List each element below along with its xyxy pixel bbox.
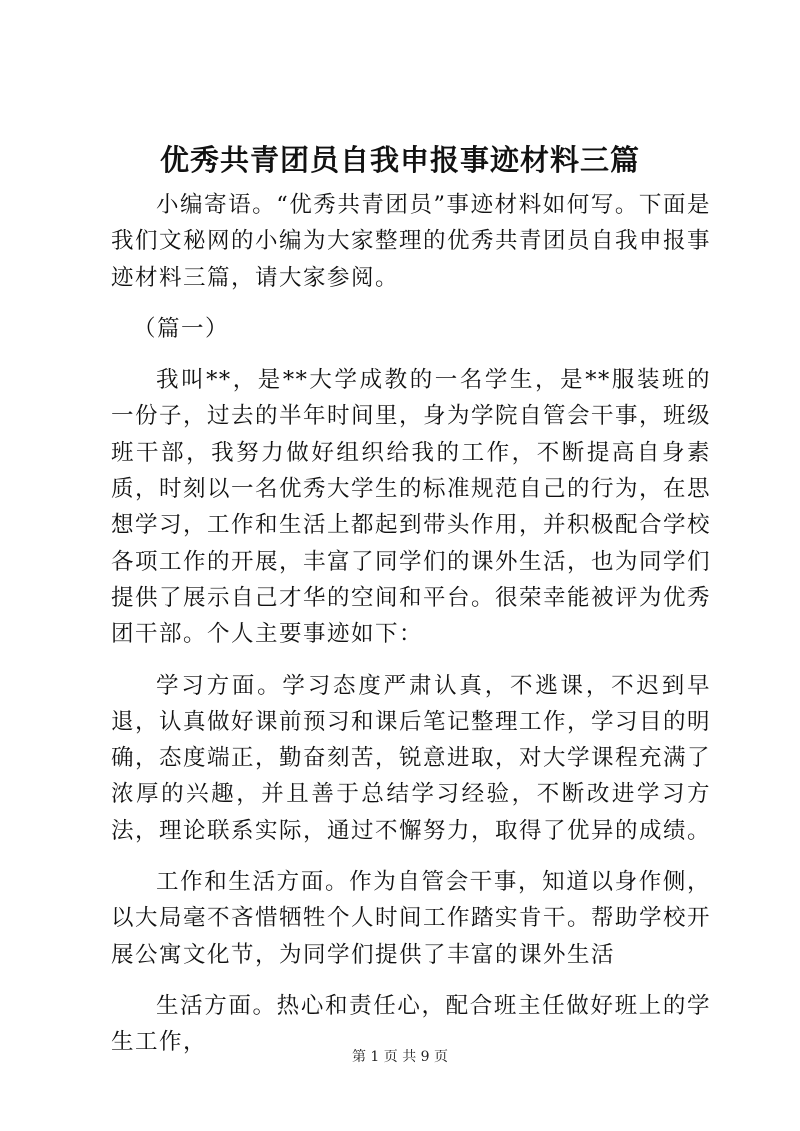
section-heading: （篇一） bbox=[133, 315, 230, 342]
self-introduction-paragraph: 我叫**，是**大学成教的一名学生，是**服装班的一份子，过去的半年时间里，身为学院自管会干事，班级班干部，我努力做好组织给我的工作，不断提高自身素质，时刻以一名优秀大学生的标准规范自己的行为，在思想学习，工作和生活上都起到带头作用，并积极配合学校各项工作的开展，丰富了同学们的课外生活，也为同学们提供了展示自己才华的空间和平台。很荣幸能被评为优秀团干部。个人主要事迹如下： bbox=[111, 367, 712, 648]
work-life-paragraph: 工作和生活方面。作为自管会干事，知道以身作侧，以大局毫不吝惜牺牲个人时间工作踏实肯干。帮助学校开展公寓文化节，为同学们提供了丰富的课外生活 bbox=[111, 869, 712, 968]
life-paragraph: 生活方面。热心和责任心，配合班主任做好班上的学生工作， bbox=[111, 992, 711, 1056]
intro-paragraph: 小编寄语。“优秀共青团员”事迹材料如何写。下面是我们文秘网的小编为大家整理的优秀共青团员自我申报事迹材料三篇，请大家参阅。 bbox=[111, 192, 712, 291]
study-paragraph: 学习方面。学习态度严肃认真，不逃课，不迟到早退，认真做好课前预习和课后笔记整理工作，学习目的明确，态度端正，勤奋刻苦，锐意进取，对大学课程充满了浓厚的兴趣，并且善于总结学习经验，不断改进学习方法，理论联系实际，通过不懈努力，取得了优异的成绩。 bbox=[111, 672, 712, 844]
page-footer: 第 1 页 共 9 页 bbox=[351, 1049, 449, 1065]
document-body bbox=[111, 187, 711, 1061]
document-title: 优秀共青团员自我申报事迹材料三篇 bbox=[159, 143, 640, 177]
